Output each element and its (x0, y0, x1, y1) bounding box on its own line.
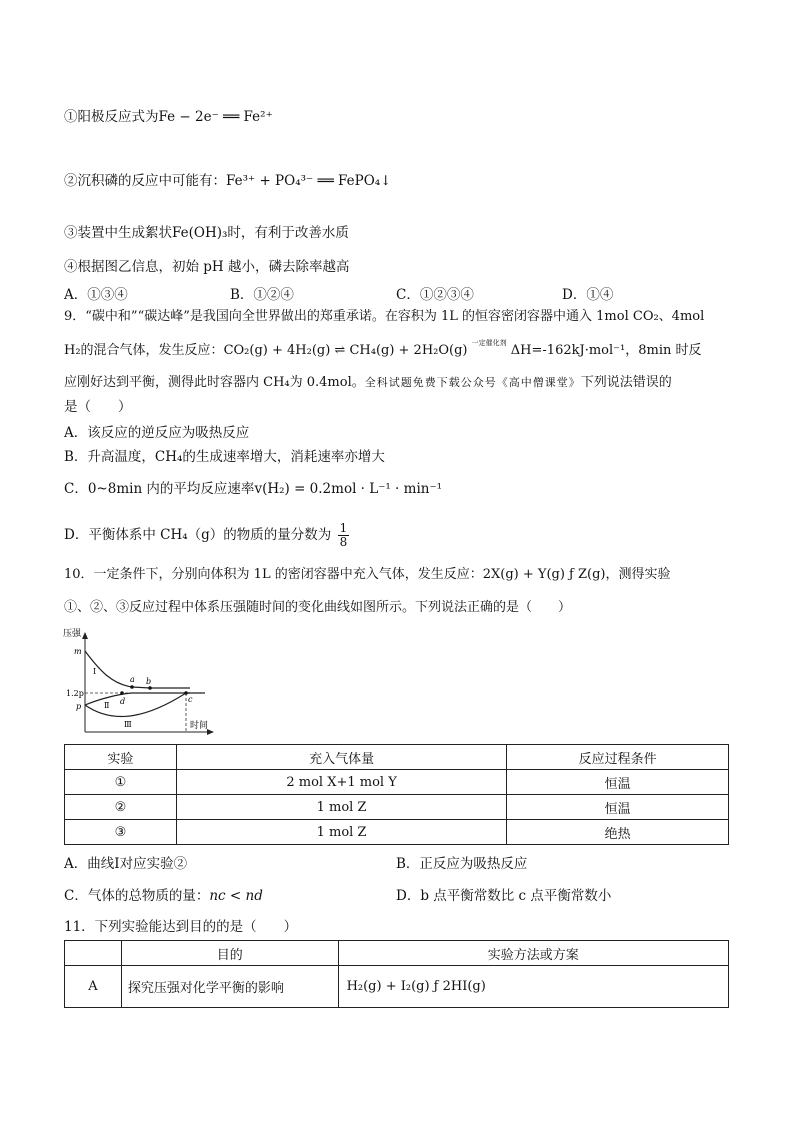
q10-option-b: B．正反应为吸热反应 (396, 856, 528, 872)
tick-1.2p: 1.2p (66, 689, 84, 698)
table-cell: 恒温 (507, 770, 729, 795)
table-cell: ① (65, 770, 177, 795)
q8-statement-2 (64, 172, 391, 190)
q9-line3-post: 下列说法错误的 (580, 375, 672, 390)
q10-line1-pre: 10．一定条件下，分别向体积为 1L 的密闭容器中充入气体，发生反应： (64, 567, 483, 582)
q10-option-c (64, 884, 263, 904)
table-header: 充入气体量 (176, 745, 507, 770)
q8-s1-label: ①阳极反应式为 (64, 109, 159, 125)
q11-cell: 探究压强对化学平衡的影响 (121, 966, 338, 1008)
q9-equation: CO₂(g) + 4H₂(g) ⇌ CH₄(g) + 2H₂O(g) (223, 343, 468, 358)
label-curve-I: Ⅰ (93, 667, 97, 676)
q9-option-a: A．该反应的逆反应为吸热反应 (64, 425, 250, 441)
label-a: a (130, 675, 135, 684)
label-curve-II: Ⅱ (104, 701, 110, 710)
q10-pressure-graph (60, 626, 220, 738)
q8-s3-pre: ③装置中生成絮状 (64, 225, 172, 241)
label-b: b (146, 677, 152, 686)
label-c: c (188, 695, 193, 704)
q11-cell: A (65, 966, 122, 1008)
point-b (148, 686, 152, 690)
table-row (65, 770, 729, 795)
q10-c-pre: C．气体的总物质的量： (64, 888, 210, 904)
x-axis-label: 时间 (190, 721, 209, 731)
table-cell: ③ (65, 820, 177, 845)
q11-header: 目的 (121, 941, 338, 966)
q10-stem-line1 (64, 566, 671, 584)
q8-s1-formula: Fe − 2e⁻ ══ Fe²⁺ (158, 109, 273, 125)
q9-stem-line4: 是（ ） (64, 399, 132, 415)
q9-d-fraction (338, 522, 350, 549)
q11-header (65, 941, 122, 966)
y-axis-label: 压强 (63, 629, 82, 639)
q11-row (65, 966, 729, 1008)
q8-statement-3 (64, 224, 349, 242)
q9-line2-pre: H₂的混合气体，发生反应： (64, 343, 224, 358)
q9-option-d (64, 522, 349, 549)
label-curve-III: Ⅲ (124, 720, 132, 729)
q8-s2-formula: Fe³⁺ + PO₄³⁻ ══ FePO₄↓ (226, 173, 392, 189)
table-cell: 恒温 (507, 795, 729, 820)
q8-option-d: D．①④ (562, 287, 614, 303)
q8-s2-label: ②沉积磷的反应中可能有： (64, 173, 226, 189)
q8-option-c: C．①②③④ (396, 287, 474, 303)
q8-option-b: B．①②④ (230, 287, 294, 303)
table-cell: 绝热 (507, 820, 729, 845)
q9-stem-line2 (64, 339, 702, 361)
q8-s3-post: 时，有利于改善水质 (227, 225, 349, 241)
label-d: d (120, 697, 126, 706)
table-cell: 2 mol X+1 mol Y (176, 770, 507, 795)
table-row (65, 795, 729, 820)
q11-table (64, 940, 729, 1008)
q10-option-a: A．曲线Ⅰ对应实验② (64, 856, 188, 872)
q10-stem-line2: ①、②、③反应过程中体系压强随时间的变化曲线如图所示。下列说法正确的是（ ） (64, 600, 572, 615)
q10-experiment-table (64, 744, 729, 845)
tick-m: m (74, 647, 82, 656)
q10-c-formula: nc < nd (209, 888, 263, 904)
q9-c-formula: v(H₂) = 0.2mol · L⁻¹ · min⁻¹ (254, 481, 442, 497)
point-d (120, 691, 124, 695)
q9-catalyst-label: 一定催化剂 (471, 339, 507, 347)
table-row (65, 820, 729, 845)
q9-d-numerator: 1 (339, 521, 348, 535)
q9-c-pre: C．0~8min 内的平均反应速率 (64, 481, 255, 497)
q9-stem-line3 (64, 374, 672, 392)
q8-s3-formula: Fe(OH)₃ (172, 225, 228, 241)
q9-stem-line1: 9．“碳中和”“碳达峰”是我国向全世界做出的郑重承诺。在容积为 1L 的恒容密闭容器中通入 1mol CO₂、4mol (64, 309, 705, 324)
q11-header-row (65, 941, 729, 966)
q9-ad-text: 全科试题免费下载公众号《高中僧课堂》 (364, 376, 581, 389)
tick-p: p (76, 702, 82, 711)
q11-stem: 11．下列实验能达到目的的是（ ） (64, 919, 298, 935)
q10-line1-post: ，测得实验 (605, 567, 671, 582)
q11-header: 实验方法或方案 (338, 941, 728, 966)
q9-d-pre: D．平衡体系中 CH₄（g）的物质的量分数为 (64, 527, 332, 543)
q8-statement-4: ④根据图乙信息，初始 pH 越小，磷去除率越高 (64, 259, 350, 275)
table-header: 实验 (65, 745, 177, 770)
point-a (130, 685, 134, 689)
q10-equation: 2X(g) + Y(g) ƒ Z(g) (482, 567, 606, 582)
table-header-row (65, 745, 729, 770)
table-cell: ② (65, 795, 177, 820)
q9-option-c (64, 480, 442, 498)
q9-d-denominator: 8 (339, 535, 348, 549)
q8-option-a: A．①③④ (64, 287, 128, 303)
q8-statement-1 (64, 108, 273, 126)
q11-cell: H₂(g) + I₂(g) ƒ 2HI(g) (338, 966, 728, 1008)
q9-line3-pre: 应刚好达到平衡，测得此时容器内 CH₄为 0.4mol。 (64, 375, 365, 390)
q10-option-d: D．b 点平衡常数比 c 点平衡常数小 (396, 888, 612, 904)
q9-option-b: B．升高温度，CH₄的生成速率增大，消耗速率亦增大 (64, 449, 385, 465)
table-cell: 1 mol Z (176, 795, 507, 820)
q9-enthalpy: ΔH=-162kJ·mol⁻¹，8min 时反 (510, 343, 702, 358)
table-header: 反应过程条件 (507, 745, 729, 770)
table-cell: 1 mol Z (176, 820, 507, 845)
